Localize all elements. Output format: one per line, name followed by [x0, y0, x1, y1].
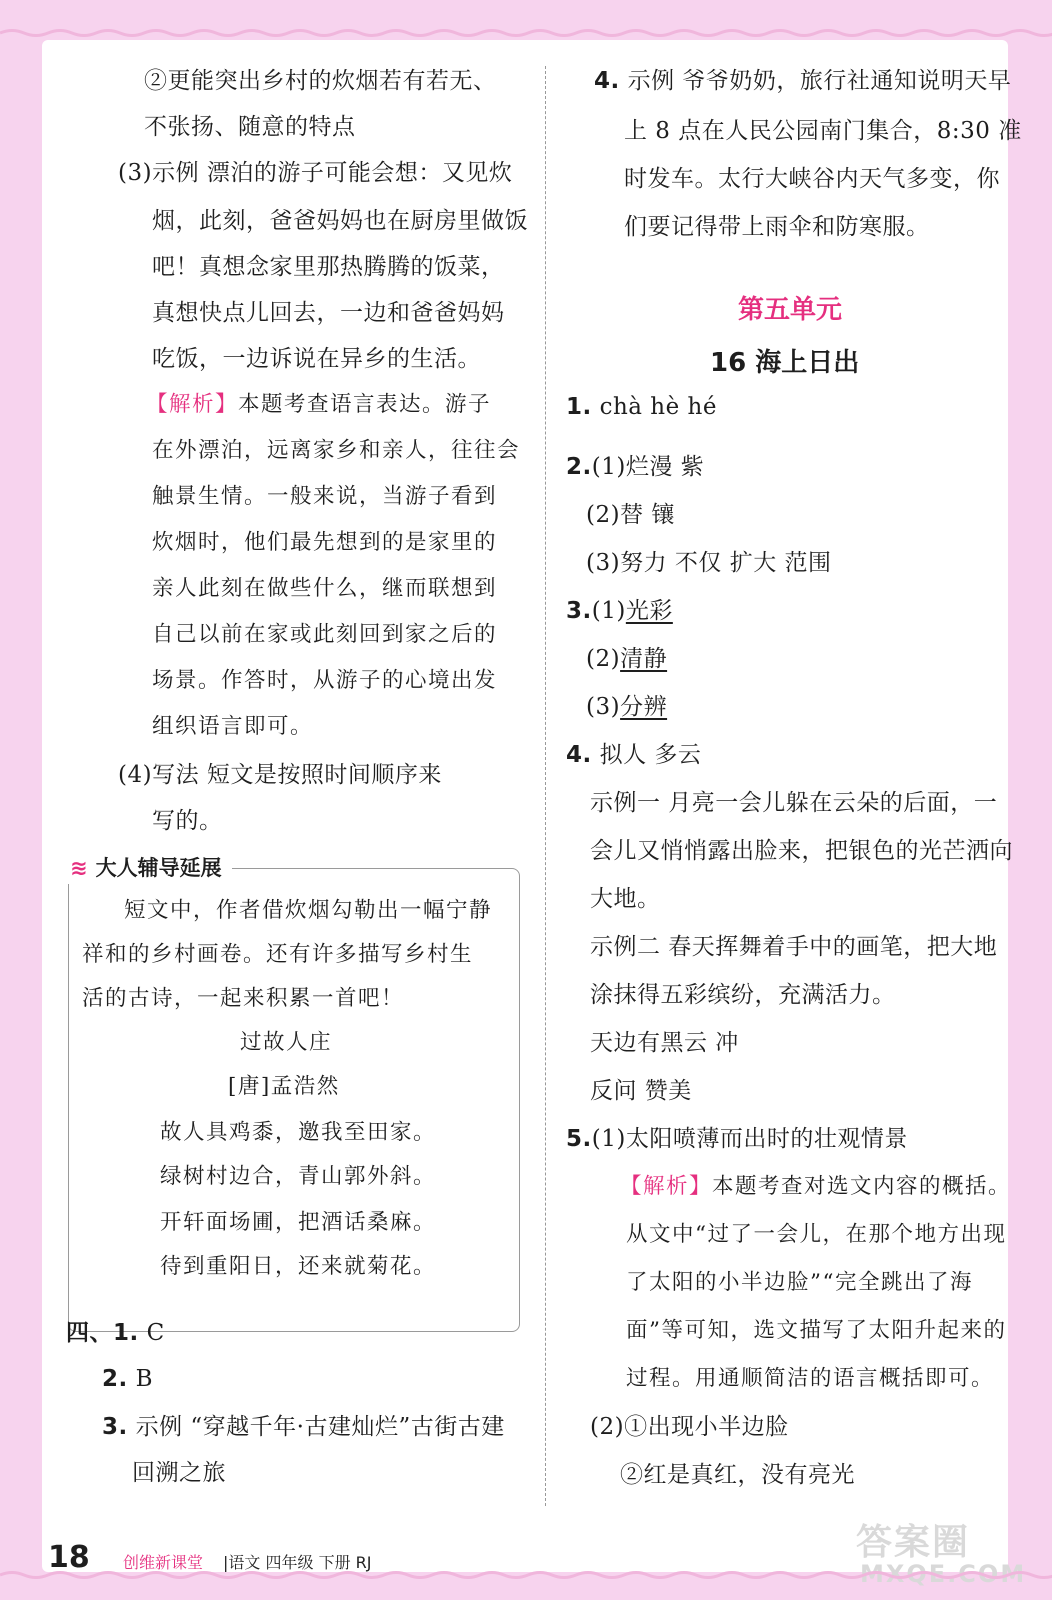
- q5-line: ②红是真红，没有亮光: [620, 1462, 855, 1488]
- analysis-line: 炊烟时，他们最先想到的是家里的: [152, 530, 498, 555]
- answer-line: 4. 示例 爷爷奶奶，旅行社通知说明天早: [594, 68, 1012, 94]
- section4-q3-cont: 回溯之旅: [132, 1460, 226, 1486]
- q1-pinyin: 1. chà hè hé: [566, 394, 717, 420]
- page-number: 18: [48, 1540, 90, 1575]
- analysis-line: 从文中“过了一会儿，在那个地方出现: [626, 1222, 1007, 1247]
- answer-line: (3)示例 漂泊的游子可能会想：又见炊: [118, 160, 513, 186]
- section4-q3: 3. 示例 “穿越千年·古建灿烂”古街古建: [102, 1414, 505, 1440]
- analysis-tag: 【解析】: [620, 1174, 713, 1199]
- analysis-line: 【解析】本题考查语言表达。游子: [146, 392, 492, 417]
- wave-lines-icon: ≋: [70, 856, 88, 880]
- poem-line: 待到重阳日，还来就菊花。: [160, 1254, 437, 1279]
- book-info: |语文 四年级 下册 RJ: [223, 1553, 372, 1572]
- poem-author: [唐]孟浩然: [228, 1074, 340, 1099]
- q2-line: (3)努力 不仅 扩大 范围: [586, 550, 832, 576]
- analysis-line: 触景生情。一般来说，当游子看到: [152, 484, 498, 509]
- analysis-line: 面”等可知，选文描写了太阳升起来的: [626, 1318, 1007, 1343]
- q4-example: 会儿又悄悄露出脸来，把银色的光芒洒向: [590, 838, 1013, 864]
- analysis-line: 场景。作答时，从游子的心境出发: [152, 668, 498, 693]
- q4-example: 示例二 春天挥舞着手中的画笔，把大地: [590, 934, 998, 960]
- unit-title: 第五单元: [738, 295, 843, 325]
- q4-line: 反问 赞美: [590, 1078, 692, 1104]
- poem-title: 过故人庄: [240, 1030, 333, 1055]
- q2-line: (2)替 镶: [586, 502, 675, 528]
- q3-line: (3)分辨: [586, 694, 668, 720]
- answer-line: 们要记得带上雨伞和防寒服。: [624, 214, 930, 240]
- q3-line: (2)清静: [586, 646, 668, 672]
- poem-line: 开轩面场圃，把酒话桑麻。: [160, 1210, 437, 1235]
- watermark-logo: 答案圈: [856, 1522, 971, 1563]
- parent-guidance-heading: ≋ 大人辅导延展: [68, 850, 232, 884]
- q3-line: 3.(1)光彩: [566, 598, 673, 624]
- poem-line: 绿树村边合，青山郭外斜。: [160, 1164, 437, 1189]
- answer-line: 烟，此刻，爸爸妈妈也在厨房里做饭: [152, 208, 528, 234]
- analysis-line: 过程。用通顺简洁的语言概括即可。: [626, 1366, 995, 1391]
- q2-line: 2.(1)烂漫 紫: [566, 454, 705, 480]
- q4-example: 涂抹得五彩缤纷，充满活力。: [590, 982, 896, 1008]
- lesson-title: 16 海上日出: [710, 348, 860, 378]
- answer-line: 吧！真想念家里那热腾腾的饭菜，: [152, 254, 505, 280]
- box-paragraph-line: 短文中，作者借炊烟勾勒出一幅宁静: [124, 898, 493, 923]
- answer-line: 上 8 点在人民公园南门集合，8:30 准: [624, 118, 1022, 144]
- answer-line: 真想快点儿回去，一边和爸爸妈妈: [152, 300, 505, 326]
- q4-line: 天边有黑云 冲: [590, 1030, 739, 1056]
- answer-line: 吃饭，一边诉说在异乡的生活。: [152, 346, 481, 372]
- column-divider: [545, 66, 546, 1506]
- brand-name: 创维新课堂: [123, 1553, 204, 1572]
- bottom-wave-border: [0, 1570, 1052, 1580]
- analysis-line: 了太阳的小半边脸”“完全跳出了海: [626, 1270, 973, 1295]
- analysis-line: 自己以前在家或此刻回到家之后的: [152, 622, 498, 647]
- answer-line: 时发车。太行大峡谷内天气多变，你: [624, 166, 1000, 192]
- section4-q2: 2. B: [102, 1366, 153, 1392]
- q5-line: (2)①出现小半边脸: [590, 1414, 789, 1440]
- poem-line: 故人具鸡黍，邀我至田家。: [160, 1120, 437, 1145]
- q5-line: 5.(1)太阳喷薄而出时的壮观情景: [566, 1126, 908, 1152]
- analysis-tag: 【解析】: [146, 392, 239, 417]
- section4-q1: 四、1. C: [66, 1320, 165, 1346]
- answer-line: 写的。: [152, 808, 223, 834]
- analysis-line: 【解析】本题考查对选文内容的概括。: [620, 1174, 1012, 1199]
- analysis-line: 在外漂泊，远离家乡和亲人，往往会: [152, 438, 521, 463]
- q4-example: 示例一 月亮一会儿躲在云朵的后面，一: [590, 790, 998, 816]
- watermark-url: MXQE.COM: [860, 1560, 1027, 1588]
- answer-line: 不张扬、随意的特点: [144, 114, 356, 140]
- analysis-line: 组织语言即可。: [152, 714, 314, 739]
- top-wave-border: [0, 28, 1052, 38]
- analysis-line: 亲人此刻在做些什么，继而联想到: [152, 576, 498, 601]
- box-paragraph-line: 活的古诗，一起来积累一首吧！: [82, 986, 405, 1011]
- q4-line: 4. 拟人 多云: [566, 742, 702, 768]
- q4-example: 大地。: [590, 886, 661, 912]
- answer-line: ②更能突出乡村的炊烟若有若无、: [144, 68, 497, 94]
- box-paragraph-line: 祥和的乡村画卷。还有许多描写乡村生: [82, 942, 474, 967]
- answer-line: (4)写法 短文是按照时间顺序来: [118, 762, 442, 788]
